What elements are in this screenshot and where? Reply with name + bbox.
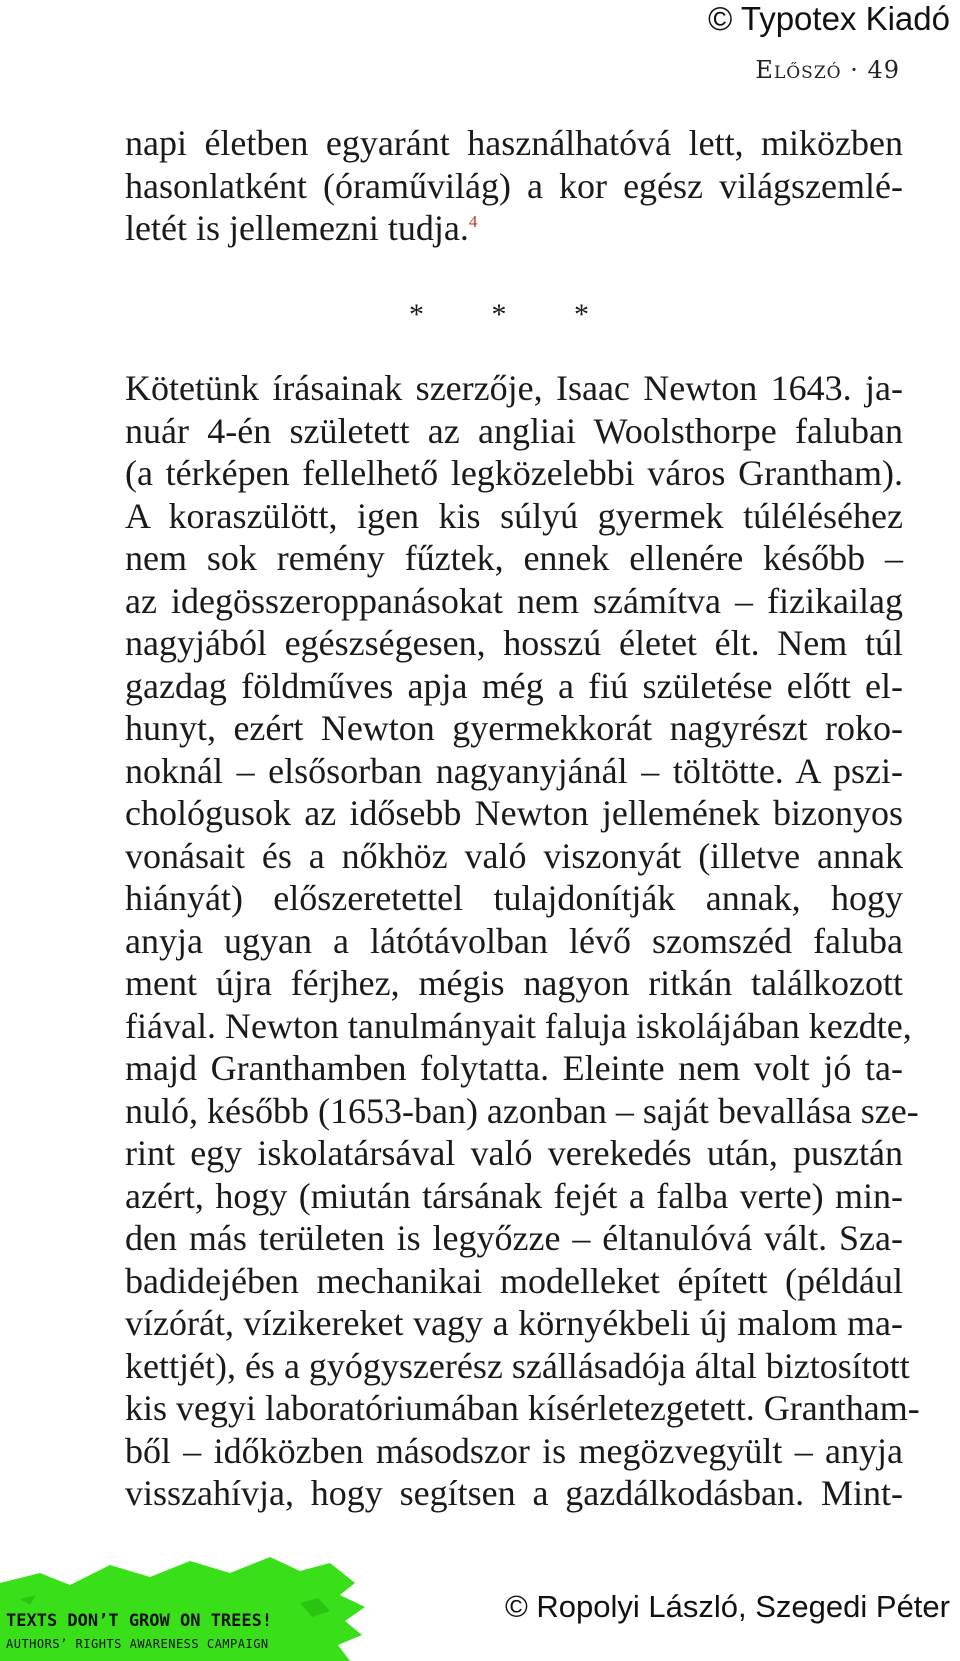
text-line: den más területen is legyőzze – éltanulóvá vált. Sza- [125, 1218, 903, 1258]
publisher-copyright: © Typotex Kiadó [707, 0, 950, 37]
campaign-title: TEXTS DON’T GROW ON TREES! [6, 1611, 273, 1631]
campaign-banner [0, 1543, 370, 1661]
text-line: nagyjából egészségesen, hosszú életet élt. Nem túl [125, 623, 903, 663]
text-line: chológusok az idősebb Newton jellemének bizonyos [125, 793, 903, 833]
paragraph-1 [125, 122, 903, 250]
section-separator: * * * [409, 298, 619, 331]
text-line: rint egy iskolatársával való verekedés után, pusztán [125, 1133, 903, 1173]
paragraph-2 [125, 367, 920, 1515]
text-line: noknál – elsősorban nagyanyjánál – töltötte. A pszi- [125, 750, 903, 791]
text-line: kis vegyi laboratóriumában kísérletezgetett. Grantham- [125, 1388, 920, 1428]
text-line: azért, hogy (miután társának fejét a falba verte) min- [125, 1175, 903, 1216]
text-line: vízórát, vízikereket vagy a környékbeli új malom ma- [125, 1303, 903, 1343]
text-line: nuló, később (1653-ban) azonban – saját bevallása sze- [125, 1090, 919, 1131]
campaign-subtitle: AUTHORS’ RIGHTS AWARENESS CAMPAIGN [6, 1637, 269, 1651]
text-line: hunyt, ezért Newton gyermekkorát nagyrészt roko- [125, 708, 903, 748]
text-line: az idegösszeroppanásokat nem számítva – fizikailag [125, 580, 903, 621]
text-line: kettjét), és a gyógyszerész szállásadója által biztosított [125, 1345, 910, 1386]
text-line: letét is jellemezni tudja. [125, 208, 469, 248]
text-line: visszahívja, hogy segítsen a gazdálkodásban. Mint- [125, 1473, 903, 1513]
text-line: ből – időközben másodszor is megözvegyült – anyja [125, 1430, 903, 1471]
text-line: napi életben egyaránt használhatóvá lett, miközben [125, 123, 903, 163]
text-line: vonásait és a nőkhöz való viszonyát (illetve annak [125, 835, 903, 876]
text-line: hasonlatként (óraművilág) a kor egész világszemlé- [125, 165, 903, 206]
text-line: hiányát) előszeretettel tulajdonítják annak, hogy [125, 878, 903, 918]
text-line: Kötetünk írásainak szerzője, Isaac Newton 1643. ja- [125, 368, 903, 408]
text-line-with-footnote [125, 207, 903, 250]
text-line: (a térképen fellelhető legközelebbi város Grantham). [125, 453, 903, 493]
text-line: majd Granthamben folytatta. Eleinte nem volt jó ta- [125, 1048, 903, 1088]
text-line: A koraszülött, igen kis súlyú gyermek túléléséhez [125, 495, 903, 536]
running-head: Előszó · 49 [755, 56, 900, 84]
text-line: nem sok remény fűztek, ennek ellenére később – [125, 538, 903, 578]
footnote-reference[interactable]: 4 [468, 212, 478, 231]
authors-copyright: © Ropolyi László, Szegedi Péter [504, 1589, 950, 1624]
text-line: anyja ugyan a látótávolban lévő szomszéd faluba [125, 920, 903, 961]
text-line: badidejében mechanikai modelleket épített (például [125, 1260, 903, 1301]
text-line: gazdag földműves apja még a fiú születése előtt el- [125, 665, 903, 706]
text-line: ment újra férjhez, mégis nagyon ritkán találkozott [125, 963, 903, 1003]
text-line: nuár 4-én született az angliai Woolsthorpe faluban [125, 410, 903, 451]
text-line: fiával. Newton tanulmányait faluja iskolájában kezdte, [125, 1005, 912, 1046]
